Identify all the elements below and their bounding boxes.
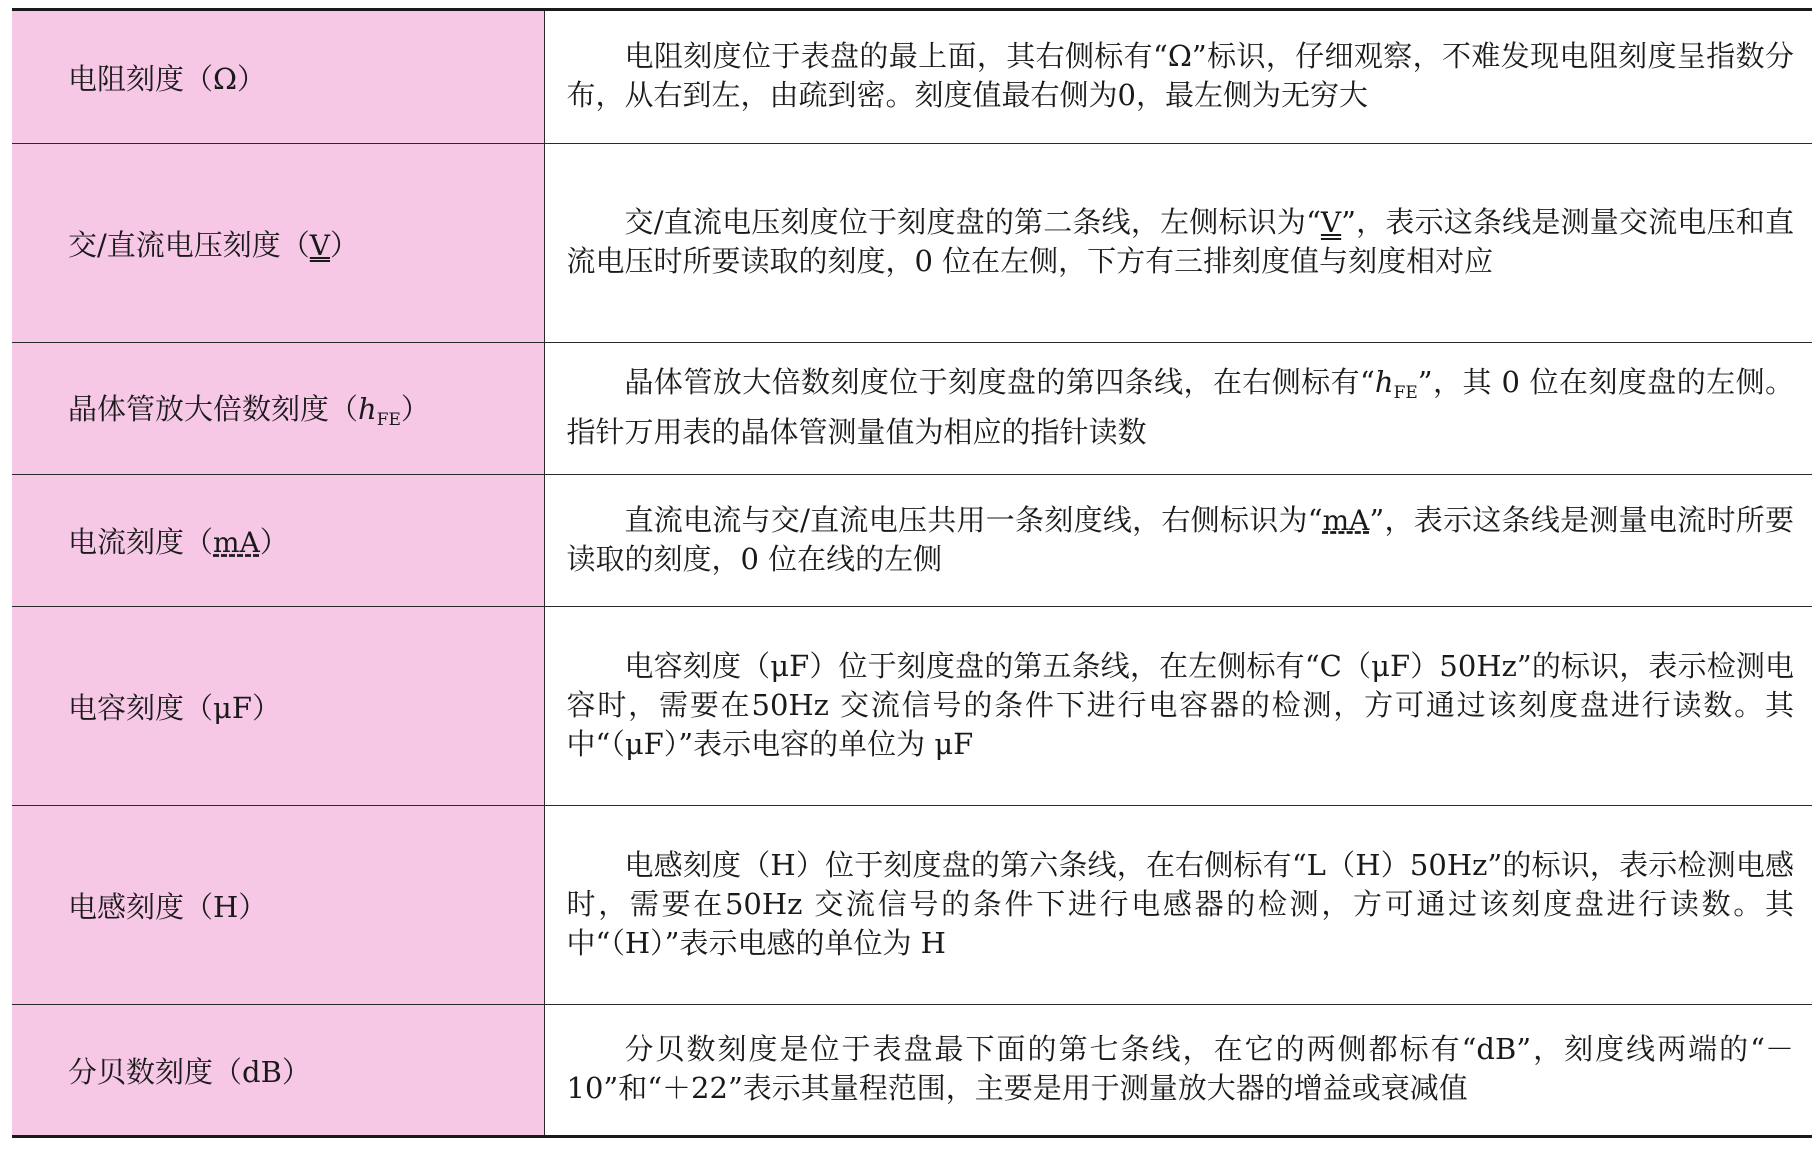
table-row <box>12 10 1812 144</box>
hfe-subscript: FE <box>376 410 401 430</box>
row-description: 电感刻度（H）位于刻度盘的第六条线，在右侧标有“L（H）50Hz”的标识，表示检测电感时，需要在50Hz 交流信号的条件下进行电感器的检测，方可通过该刻度盘进行读数。其中“（H）”表示电感的单位为 H <box>544 806 1812 1005</box>
row-label: 电感刻度（H） <box>12 806 544 1005</box>
desc-text: 交/直流电压刻度位于刻度盘的第二条线，左侧标识为“ <box>624 205 1321 239</box>
label-text: 交/直流电压刻度（ <box>68 227 310 262</box>
desc-text: 晶体管放大倍数刻度位于刻度盘的第四条线，在右侧标有“ <box>624 365 1375 399</box>
table-row <box>12 343 1812 475</box>
label-text: 晶体管放大倍数刻度（ <box>68 392 359 426</box>
label-text: ） <box>330 227 360 262</box>
desc-text: ”，其 0 位在刻度盘的左侧。指针万用表的晶体管测量值为相应的指针读数 <box>566 365 1795 449</box>
row-description: 电容刻度（μF）位于刻度盘的第五条线，在左侧标有“C（μF）50Hz”的标识，表示检测电容时，需要在50Hz 交流信号的条件下进行电容器的检测，方可通过该刻度盘进行读数。其中“（μF）”表示电容的单位为 μF <box>544 607 1812 806</box>
desc-text: ”，表示这条线是测量电流时所要读取的刻度，0 位在线的左侧 <box>566 502 1794 576</box>
row-label: 分贝数刻度（dB） <box>12 1005 544 1137</box>
desc-text: ”，表示这条线是测量交流电压和直流电压时所要读取的刻度，0 位在左侧，下方有三排刻度值与刻度相对应 <box>566 205 1794 278</box>
hfe-subscript: FE <box>1393 383 1418 403</box>
table-row <box>12 144 1812 343</box>
row-description <box>544 343 1812 475</box>
row-description: 电阻刻度位于表盘的最上面，其右侧标有“Ω”标识，仔细观察，不难发现电阻刻度呈指数分布，从右到左，由疏到密。刻度值最右侧为0，最左侧为无穷大 <box>544 10 1812 144</box>
dc-current-symbol: mA <box>1322 503 1370 537</box>
table-row <box>12 475 1812 607</box>
dc-current-symbol: mA <box>213 526 260 559</box>
scale-table <box>12 8 1812 1138</box>
hfe-symbol: h <box>1374 365 1394 399</box>
row-description <box>544 144 1812 343</box>
row-label <box>12 343 544 475</box>
row-description <box>544 475 1812 607</box>
label-text: 电流刻度（ <box>68 525 214 559</box>
label-text: ） <box>400 392 430 426</box>
table-row <box>12 1005 1812 1137</box>
row-label <box>12 144 544 343</box>
ac-dc-voltage-symbol: V <box>309 228 331 262</box>
desc-text: 直流电流与交/直流电压共用一条刻度线，右侧标识为“ <box>624 502 1323 537</box>
row-label <box>12 475 544 607</box>
row-label: 电容刻度（μF） <box>12 607 544 806</box>
label-text: ） <box>259 525 289 559</box>
table-row <box>12 607 1812 806</box>
row-label: 电阻刻度（Ω） <box>12 10 544 144</box>
table-row <box>12 806 1812 1005</box>
ac-dc-voltage-symbol: V <box>1320 206 1342 239</box>
row-description: 分贝数刻度是位于表盘最下面的第七条线，在它的两侧都标有“dB”，刻度线两端的“－10”和“＋22”表示其量程范围，主要是用于测量放大器的增益或衰减值 <box>544 1005 1812 1137</box>
hfe-symbol: h <box>358 392 377 426</box>
